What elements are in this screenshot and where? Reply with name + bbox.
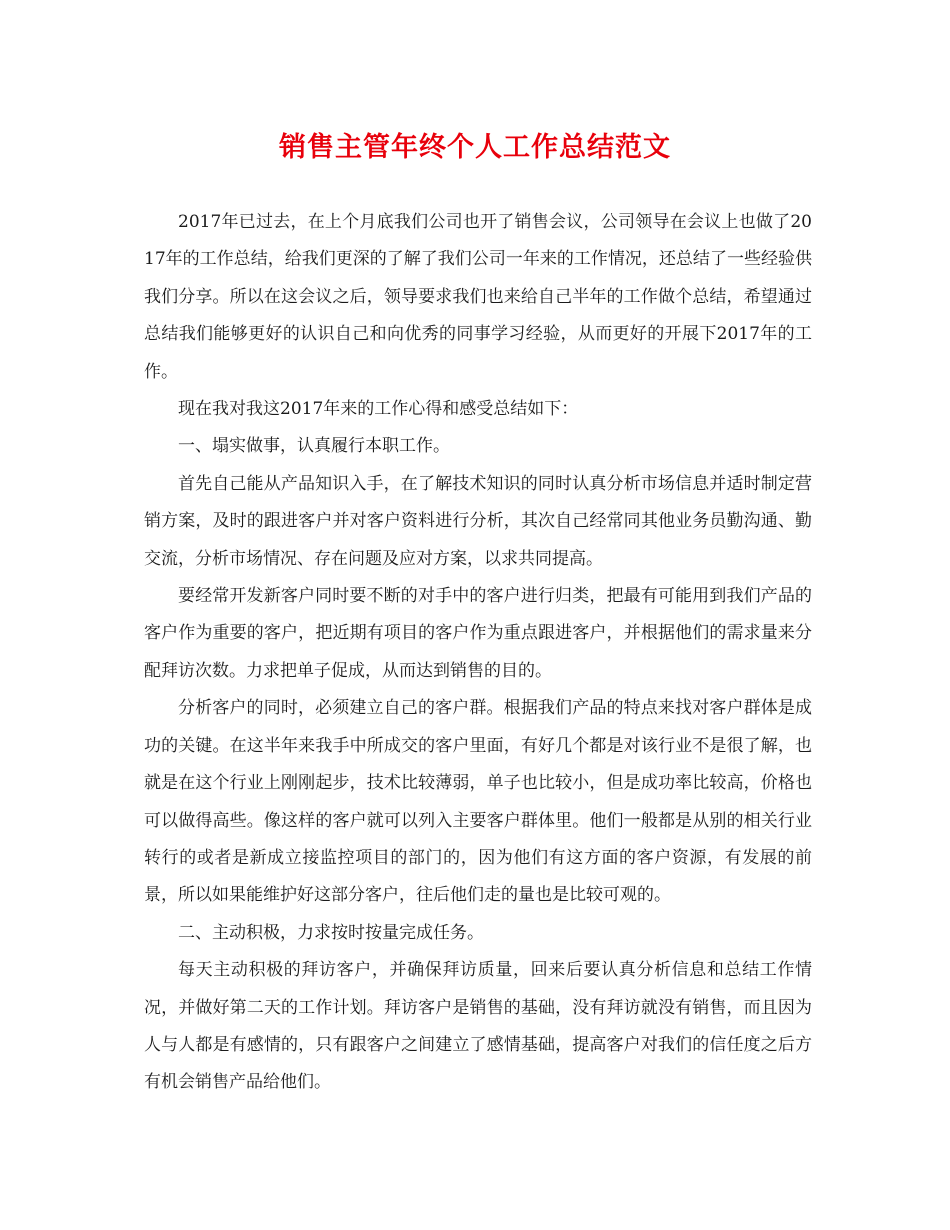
document-body [144,204,812,1102]
section-heading: 一、塌实做事，认真履行本职工作。 [178,436,450,457]
paragraph: 现在我对我这2017年来的工作心得和感受总结如下： [178,399,579,420]
paragraph: 首先自己能从产品知识入手，在了解技术知识的同时认真分析市场信息并适时制定营销方案，及时的跟进客户并对客户资料进行分析，其次自己经常同其他业务员勤沟通、勤交流，分析市场情况、存在问题及应对方案，以求共同提高。 [144,473,812,569]
paragraph: 2017年已过去，在上个月底我们公司也开了销售会议，公司领导在会议上也做了2017年的工作总结，给我们更深的了解了我们公司一年来的工作情况，还总结了一些经验供我们分享。所以在这会议之后，领导要求我们也来给自己半年的工作做个总结，希望通过总结我们能够更好的认识自己和向优秀的同事学习经验，从而更好的开展下2017年的工作。 [144,212,812,382]
paragraph: 分析客户的同时，必须建立自己的客户群。根据我们产品的特点来找对客户群体是成功的关键。在这半年来我手中所成交的客户里面，有好几个都是对该行业不是很了解，也就是在这个行业上刚刚起步，技术比较薄弱，单子也比较小，但是成功率比较高，价格也可以做得高些。像这样的客户就可以列入主要客户群体里。他们一般都是从别的相关行业转行的或者是新成立接监控项目的部门的，因为他们有这方面的客户资源，有发展的前景，所以如果能维护好这部分客户，往后他们走的量也是比较可观的。 [144,698,812,906]
document-title: 销售主管年终个人工作总结范文 [279,132,671,163]
paragraph: 每天主动积极的拜访客户，并确保拜访质量，回来后要认真分析信息和总结工作情况，并做好第二天的工作计划。拜访客户是销售的基础，没有拜访就没有销售，而且因为人与人都是有感情的，只有跟客户之间建立了感情基础，提高客户对我们的信任度之后方有机会销售产品给他们。 [144,960,812,1093]
section-heading: 二、主动积极，力求按时按量完成任务。 [178,922,484,943]
paragraph: 要经常开发新客户同时要不断的对手中的客户进行归类，把最有可能用到我们产品的客户作为重要的客户，把近期有项目的客户作为重点跟进客户，并根据他们的需求量来分配拜访次数。力求把单子促成，从而达到销售的目的。 [144,586,812,681]
